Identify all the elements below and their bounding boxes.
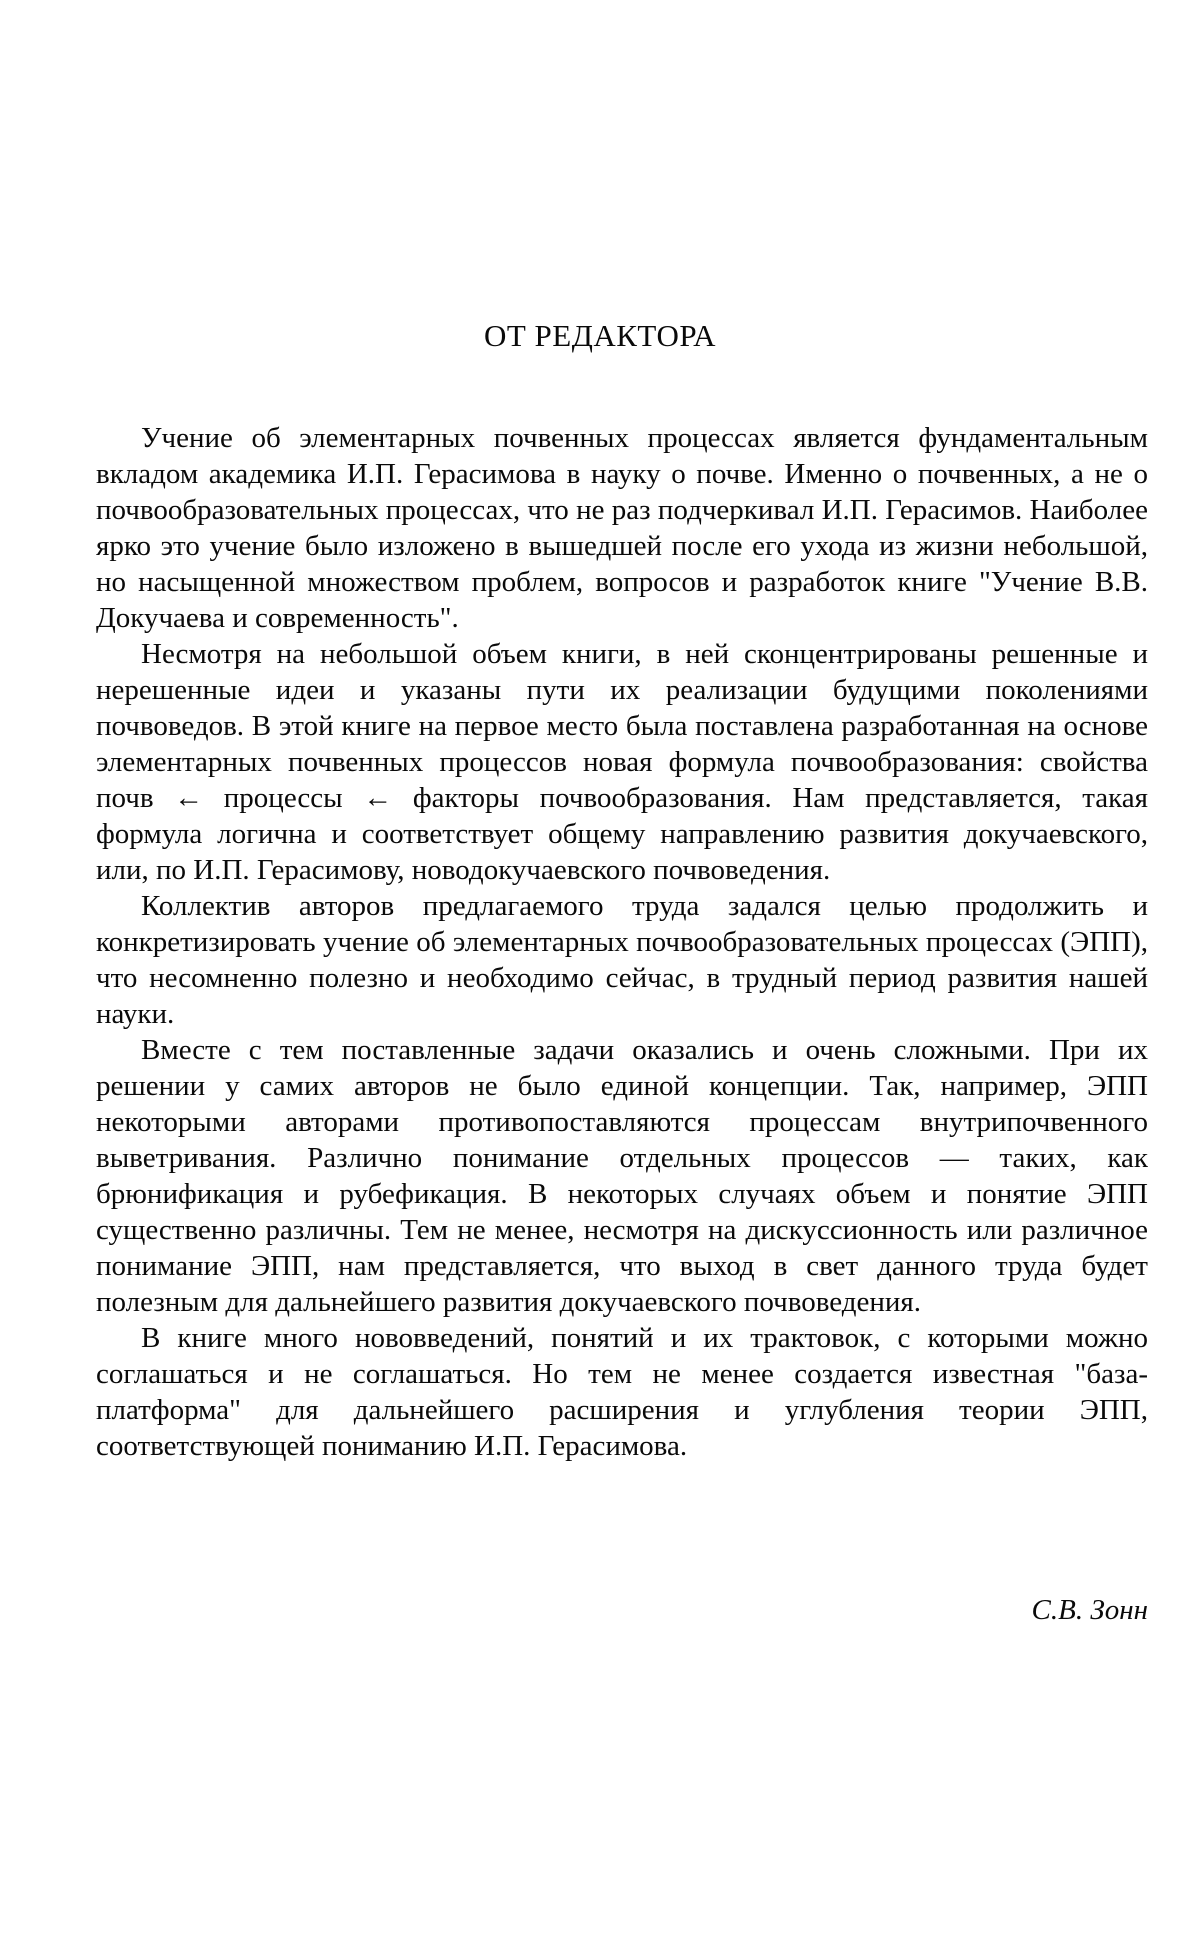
paragraph-3: Коллектив авторов предлагаемого труда задался целью продолжить и конкретизировать учение об элементарных почвообразовательных процессах (ЭПП), что несомненно полезно и необходимо сейчас, в трудный период развития нашей науки. [96,888,1148,1032]
paragraph-1: Учение об элементарных почвенных процессах является фундамен­тальным вкладом академика И.П. Герасимова в науку о почве. Именно о почвенных, а не о почвообразовательных процессах, что не раз подчер­кивал И.П. Герасимов. Наиболее ярко это учение было изложено в вышедшей после его ухода из жизни небольшой, но насыщенной множеством проблем, вопросов и разработок книге "Учение В.В. Доку­чаева и современность". [96,420,1148,636]
author-signature: С.В. Зонн [1032,1594,1148,1627]
paragraph-5: В книге много нововведений, понятий и их трактовок, с которыми можно соглашаться и не соглашаться. Но тем не менее создается известная "база-платформа" для дальнейшего расширения и углубления теории ЭПП, соответствующей пониманию И.П. Герасимова. [96,1320,1148,1464]
paragraph-2: Несмотря на небольшой объем книги, в ней сконцентрированы решенные и нерешенные идеи и указаны пути их реализации будущими поколениями почвоведов. В этой книге на первое место была поставлена разработанная на основе элементарных почвенных процессов новая формула почвообразования: свойства почв ← процессы ← факторы почвообразования. Нам представляется, такая формула логична и соответствует общему направлению развития докучаевского, или, по И.П. Герасимову, новодокучаевского почвоведения. [96,636,1148,888]
section-heading: ОТ РЕДАКТОРА [0,318,1200,354]
document-page [0,0,1200,1949]
body-text [96,420,1148,1464]
paragraph-4: Вместе с тем поставленные задачи оказались и очень сложными. При их решении у самих авторов не было единой концепции. Так, например, ЭПП некоторыми авторами противопоставляются процессам внутри­почвенного выветривания. Различно понимание отдельных процессов — таких, как брюнификация и рубефикация. В некоторых случаях объем и понятие ЭПП существенно различны. Тем не менее, несмотря на дискуссионность или различное понимание ЭПП, нам представляется, что выход в свет данного труда будет полезным для дальнейшего развития докучаевского почвоведения. [96,1032,1148,1320]
